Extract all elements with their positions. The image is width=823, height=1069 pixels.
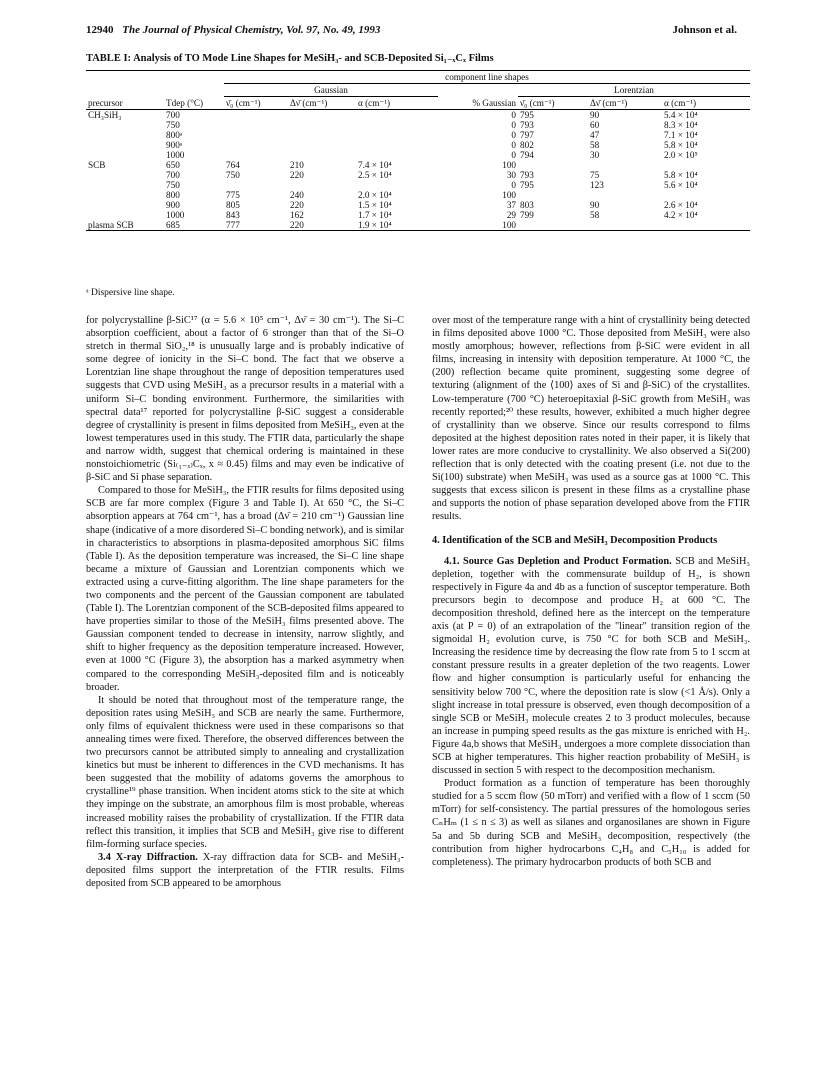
table-cell: 795	[520, 110, 534, 120]
table-cell: 30	[506, 170, 516, 180]
table-row	[86, 220, 750, 231]
paragraph: It should be noted that throughout most of the temperature range, the deposition rates using MeSiH₃ and SCB are nearly the same. Furthermore, only films of equivalent thickness were used in these comparisons so that annealing times were fixed. Therefore, the observed differences between the two precursors cannot be attributed simply to annealing and crystallization kinetics but must be inherent to differences in the CVD mechanisms. It has been suggested that the mobility of adatoms governs the amorphous to crystalline¹⁹ phase transition. When incident atoms stick to the site at which they impinge on the substrate, an amorphous film is most probable, whereas increased mobility raises the probability of crystallization. If the FTIR data reflect this transition, it implies that SCB and MeSiH₃ give rise to different film-forming surface species.	[86, 694, 404, 850]
table-cell	[356, 150, 438, 160]
group-header: component line shapes	[224, 71, 750, 84]
table-cell: 5.8 × 10⁴	[664, 170, 698, 180]
table-cell: 1.9 × 10⁴	[356, 220, 438, 231]
table-cell: 7.1 × 10⁴	[664, 130, 698, 140]
table-cell: 90	[590, 200, 600, 210]
col-header: Tdep (°C)	[164, 97, 224, 110]
col-header: ν̄₀ (cm⁻¹)	[224, 97, 288, 110]
table-caption: TABLE I: Analysis of TO Mode Line Shapes for MeSiH₃- and SCB-Deposited Si₁₋ₓCₓ Films	[86, 53, 494, 64]
table-cell	[662, 220, 750, 231]
table-cell: 0	[511, 140, 516, 150]
table-cell: 803	[520, 200, 534, 210]
table-cell: 1000	[166, 150, 185, 160]
table-cell: 777	[224, 220, 288, 231]
table-row	[86, 210, 750, 220]
table-cell	[588, 190, 662, 200]
table-cell	[356, 140, 438, 150]
table-cell	[224, 150, 288, 160]
table-cell: 797	[520, 130, 534, 140]
table-cell	[356, 130, 438, 140]
precursor-cell	[86, 140, 164, 150]
table-row	[86, 150, 750, 160]
table-cell: 0	[511, 180, 516, 190]
paragraph: Compared to those for MeSiH₃, the FTIR results for films deposited using SCB are far more complex (Figure 3 and Table I). At 650 °C, the Si–C absorption appears at 764 cm⁻¹, has a broad (Δν̄ = 210 cm⁻¹) Gaussian line shape (indicative of a more disordered Si–C bonding network), and is similar in characteristics to absorptions in plasma-deposited amorphous SiC films (Table I). As the deposition temperature was increased, the Si–C line shape became a mixture of Gaussian and Lorentzian components which we extracted using a curve-fitting algorithm. The line shape parameters for the two components and the percent of the Gaussian component are tabulated (Table I). The Lorentzian component of the SCB-deposited films appeared to have properties similar to those of the MeSiH₃ films presented above. The Gaussian component tended to decrease in intensity, narrow slightly, and shift to higher frequency as the deposition temperature increased. However, even at 1000 °C (Figure 3), the absorption has a marked asymmetry when compared to the corresponding MeSiH₃-deposited film and is noticeably broader.	[86, 485, 404, 693]
table-cell: 750	[166, 180, 180, 190]
table-cell	[288, 140, 356, 150]
table-cell	[356, 180, 438, 190]
table-row	[86, 140, 750, 150]
col-header: Δν̄ (cm⁻¹)	[288, 97, 356, 110]
table-cell: 800	[166, 190, 180, 200]
table-cell: 0	[511, 150, 516, 160]
table-cell	[588, 220, 662, 231]
table-row	[86, 160, 750, 170]
left-column	[86, 314, 404, 890]
table-cell: 750	[226, 170, 240, 180]
table-cell	[518, 160, 588, 170]
table-cell: 30	[590, 150, 600, 160]
table-cell: 162	[290, 210, 304, 220]
section-heading: 4. Identification of the SCB and MeSiH₃ Decomposition Products	[432, 534, 718, 546]
paragraph: over most of the temperature range with a hint of crystallinity being detected in films deposited above 1000 °C. Those deposited from MeSiH₃ were also mostly amorphous; however, reflections from β-SiC were evident in all films, increasing in intensity with deposition temperature. At 1000 °C, the (200) reflection became quite prominent, suggesting some degree of texturing (alignment of the ⟨100⟩ axes of Si and β-SiC) of the crystallites. Low-temperature (700 °C) heteroepitaxial β-SiC growth from MeSiH₃ was recently reported;²⁰ these results, however, exhibited a much higher degree of crystallinity than we observe. Since our results correspond to films deposited at the highest deposition rates noted in their paper, it is likely that lower rates are more conducive to crystallinity. We also observed a Si(200) reflection that is only detected with the coating present (i.e. not due to the Si(100) substrate) when MeSiH₃ was used as a source gas at 1000 °C. This suggests that excess silicon is present in these films as a crystalline phase and supports the notion of phase separation developed above from the FTIR results.	[432, 315, 750, 523]
table-cell: 0	[511, 120, 516, 130]
paragraph	[432, 555, 750, 778]
table-cell	[288, 150, 356, 160]
precursor-cell: plasma SCB	[86, 220, 164, 231]
table-cell: 700	[166, 110, 180, 120]
col-header: Δν̄ (cm⁻¹)	[588, 97, 662, 110]
paragraph-text: X-ray diffraction data for SCB- and MeSiH₃-deposited films support the interpretation of the FTIR results. Films deposited from SCB appeared to be amorphous	[86, 851, 404, 890]
table-cell: 47	[590, 130, 600, 140]
table-cell	[224, 110, 288, 121]
table-cell: 58	[590, 140, 600, 150]
col-header: ν̄₀ (cm⁻¹)	[518, 97, 588, 110]
table-cell: 2.0 × 10⁵	[664, 150, 698, 160]
table-cell: 90	[590, 110, 600, 120]
table-cell: 685	[164, 220, 224, 231]
precursor-cell	[86, 180, 164, 190]
table-row	[86, 110, 750, 121]
table-cell: 8.3 × 10⁴	[664, 120, 698, 130]
precursor-cell	[86, 210, 164, 220]
table-row	[86, 170, 750, 180]
table-cell: 123	[590, 180, 604, 190]
precursor-cell: SCB	[88, 160, 106, 170]
right-column	[432, 314, 750, 869]
precursor-cell: CH₃SiH₃	[88, 110, 122, 120]
table-cell: 220	[290, 200, 304, 210]
table-cell: 1.7 × 10⁴	[358, 210, 392, 220]
table-cell	[662, 160, 750, 170]
table-cell	[224, 180, 288, 190]
gaussian-header: Gaussian	[224, 84, 438, 97]
precursor-cell	[86, 170, 164, 180]
paragraph: Product formation as a function of temperature has been thoroughly studied for a 5 sccm flow (50 mTorr) and verified with a flow of 1 sccm (50 mTorr) for self-consistency. The partial pressures of the homologous series CₙHₘ (1 ≤ n ≤ 3) as well as silanes and organosilanes are shown in Figure 5a and 5b during SCB and MeSiH₃ decomposition, respectively (the contribution from higher hydrocarbons C₄H₈ and C₅H₁₀ is added for completeness). The primary hydrocarbon products of both SCB and	[432, 778, 750, 868]
running-authors: Johnson et al.	[672, 24, 737, 36]
table-cell	[288, 130, 356, 140]
table-cell: 0	[511, 130, 516, 140]
precursor-cell	[86, 150, 164, 160]
table-row	[86, 200, 750, 210]
table-row	[86, 190, 750, 200]
paragraph	[86, 851, 404, 890]
table-cell	[288, 120, 356, 130]
table-row	[86, 180, 750, 190]
table-cell	[224, 130, 288, 140]
col-header: α (cm⁻¹)	[662, 97, 750, 110]
table-cell	[224, 120, 288, 130]
table-cell: 220	[288, 220, 356, 231]
table-cell: 794	[520, 150, 534, 160]
table-row	[86, 120, 750, 130]
table-cell	[588, 160, 662, 170]
table-footnote: ᵃ Dispersive line shape.	[86, 288, 175, 298]
table-cell	[518, 220, 588, 231]
table-cell: 100	[502, 160, 516, 170]
table-cell	[356, 120, 438, 130]
table-cell: 4.2 × 10⁴	[664, 210, 698, 220]
precursor-cell	[86, 200, 164, 210]
table-row	[86, 130, 750, 140]
paragraph-text: SCB and MeSiH₃ depletion, together with the commensurate buildup of H₂, is shown respectively in Figure 4a and 4b as a function of susceptor temperature. Both precursors begin to decompose and produce H₂ at 600 °C. The decomposition threshold, defined here as the intercept on the temperature axis (at P = 0) of an extrapolation of the "linear" transition region of the sigmoidal H₂ evolution curve, is 750 °C for both SCB and MeSiH₃. Increasing the residence time by decreasing the flow rate from 5 to 1 sccm at constant pressure results in a greater depletion of the two reagents. Lower flow and higher consumption is particularly useful for enhancing the sensitivity below 700 °C, where the deposition rate is slow (<1 Å/s). Only a slight increase in total pressure is observed, even though decomposition of a single SCB or MeSiH₃ molecule creates 2 to 3 product molecules, because an increase in pumping speed results as the gas mixture is enriched with H₂. Figure 4a,b shows that MeSiH₃ undergoes a more complete dissociation than SCB at higher temperatures. This higher reaction probability of MeSiH₃ is discussed in section 5 with respect to the decomposition mechanism.	[432, 555, 750, 777]
col-header: α (cm⁻¹)	[356, 97, 438, 110]
precursor-cell	[86, 190, 164, 200]
table-cell: 700	[166, 170, 180, 180]
table-cell: 1000	[166, 210, 185, 220]
table-cell: 2.6 × 10⁴	[664, 200, 698, 210]
table-cell: 900	[166, 200, 180, 210]
table-cell: 795	[520, 180, 534, 190]
table-cell: 220	[290, 170, 304, 180]
table-cell: 29	[506, 210, 516, 220]
table-cell: 2.5 × 10⁴	[358, 170, 392, 180]
column-headers	[86, 97, 750, 110]
subsection-heading: 4.1. Source Gas Depletion and Product Formation.	[444, 555, 672, 567]
paragraph: for polycrystalline β-SiC¹⁷ (α = 5.6 × 10⁵ cm⁻¹, Δν̄ = 30 cm⁻¹). The Si–C absorption coefficient, about a factor of 6 stronger than that of the Si–O stretch in thermal SiO₂,¹⁸ is unusually large and is probably indicative of some degree of ionicity in the Si–C bond. The fact that we observe a Lorentzian line shape throughout the range of deposition temperatures used suggests that CVD using MeSiH₃ as a precursor results in a material with a uniform Si–C bonding environment. Furthermore, the similarities with spectral data¹⁷ reported for polycrystalline β-SiC suggest a considerable degree of crystallinity is present in films deposited from MeSiH₃, even at the lowest temperatures used in this study. The FTIR data, particularly the shape and narrow width, suggest that chemical ordering is maintained in these nonstoichiometric (Si₍₁₋ₓ₎Cₓ, x ≈ 0.45) films and may even be indicative of β-SiC and Si phase separation.	[86, 315, 404, 484]
table-cell: 210	[290, 160, 304, 170]
table-cell: 7.4 × 10⁴	[358, 160, 392, 170]
table-cell: 60	[590, 120, 600, 130]
lorentzian-header: Lorentzian	[518, 84, 750, 97]
table-cell: 2.0 × 10⁴	[358, 190, 392, 200]
table-cell: 5.8 × 10⁴	[664, 140, 698, 150]
table-cell: 793	[520, 170, 534, 180]
table-cell: 775	[226, 190, 240, 200]
table-cell: 100	[438, 220, 518, 231]
table-cell	[356, 110, 438, 121]
table-cell	[518, 190, 588, 200]
data-table	[86, 70, 750, 231]
subsection-heading: 3.4 X-ray Diffraction.	[98, 851, 198, 863]
table-cell	[662, 190, 750, 200]
table-cell: 5.4 × 10⁴	[664, 110, 698, 120]
table-cell: 805	[226, 200, 240, 210]
table-cell	[224, 140, 288, 150]
precursor-cell	[86, 130, 164, 140]
table-cell: 100	[502, 190, 516, 200]
table-cell: 750	[166, 120, 180, 130]
table-cell: 0	[511, 110, 516, 120]
table-cell: 37	[506, 200, 516, 210]
precursor-cell	[86, 120, 164, 130]
table-cell: 1.5 × 10⁴	[358, 200, 392, 210]
table-cell: 240	[290, 190, 304, 200]
table-cell: 764	[226, 160, 240, 170]
table-cell: 58	[590, 210, 600, 220]
table-cell: 650	[166, 160, 180, 170]
table-cell: 793	[520, 120, 534, 130]
table-cell	[288, 110, 356, 121]
table-cell	[288, 180, 356, 190]
journal-citation: The Journal of Physical Chemistry, Vol. 97, No. 49, 1993	[122, 24, 381, 36]
col-header: precursor	[86, 97, 164, 110]
table-cell: 900ᵃ	[166, 140, 183, 150]
table-cell: 802	[520, 140, 534, 150]
running-header	[86, 24, 737, 36]
table-cell: 75	[590, 170, 600, 180]
table-cell: 5.6 × 10⁴	[664, 180, 698, 190]
col-header: % Gaussian	[438, 97, 518, 110]
table-cell: 800ᵃ	[166, 130, 183, 140]
table-cell: 843	[226, 210, 240, 220]
table-cell: 799	[520, 210, 534, 220]
page-number: 12940	[86, 24, 114, 36]
